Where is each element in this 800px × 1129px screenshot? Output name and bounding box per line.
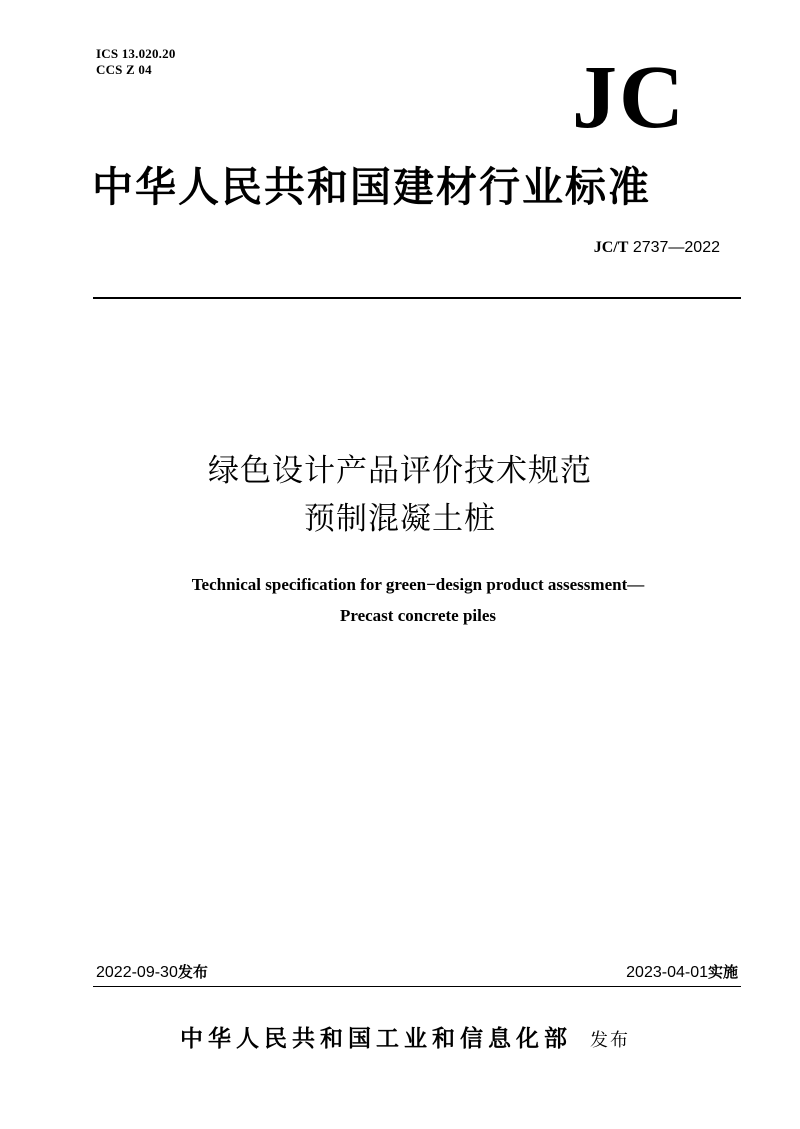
issue-date-value: 2022-09-30 [96, 964, 178, 981]
english-title-line-1: Technical specification for green−design product assessment— [191, 575, 645, 594]
chinese-title-line-2: 预制混凝土桩 [304, 501, 496, 537]
publisher [180, 1024, 630, 1056]
standard-number-code: 2737—2022 [632, 239, 720, 256]
standard-number [594, 238, 720, 258]
bottom-divider [93, 986, 741, 987]
top-divider [93, 297, 741, 299]
standard-category-title: 中华人民共和国建材行业标准 [92, 163, 651, 211]
english-title-line-2: Precast concrete piles [339, 606, 497, 625]
ccs-code: CCS Z 04 [96, 62, 152, 77]
issue-date-label: 发布 [177, 963, 208, 981]
issue-date [96, 962, 208, 983]
implementation-date [626, 962, 738, 983]
standard-number-prefix: JC/T [593, 239, 629, 256]
publisher-organization: 中华人民共和国工业和信息化部 [180, 1025, 572, 1052]
jc-logo: JC [572, 48, 686, 147]
implementation-date-label: 实施 [707, 963, 738, 981]
ics-code: ICS 13.020.20 [96, 46, 176, 61]
publisher-action: 发布 [590, 1030, 630, 1051]
classification-codes [96, 46, 176, 78]
chinese-title-line-1: 绿色设计产品评价技术规范 [208, 453, 592, 489]
implementation-date-value: 2023-04-01 [626, 964, 708, 981]
